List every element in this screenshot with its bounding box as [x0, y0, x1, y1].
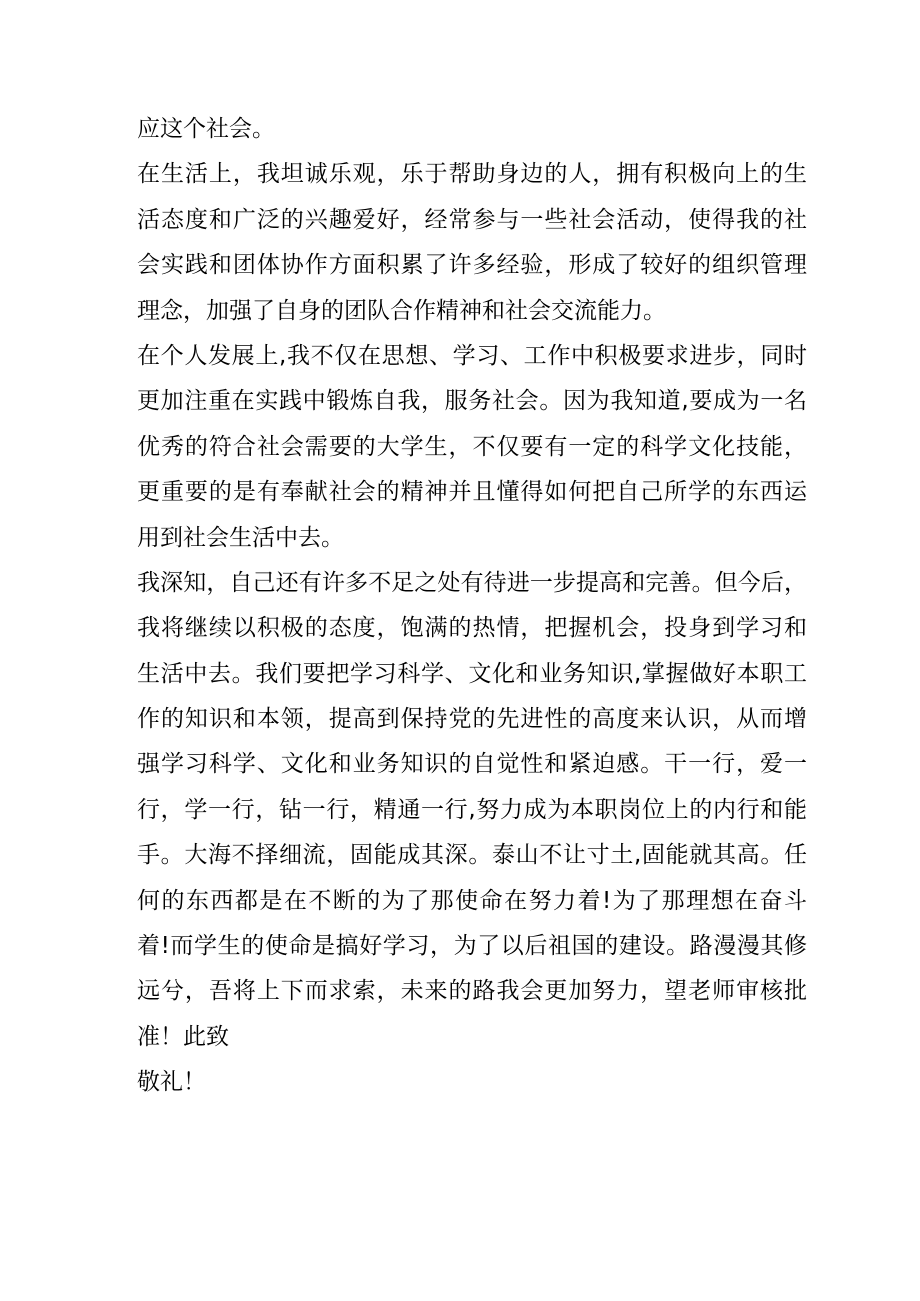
text-line: 何的东西都是在不断的为了那使命在努力着!为了那理想在奋斗 — [137, 887, 807, 914]
text-line: 用到社会生活中去。 — [137, 524, 344, 551]
text-line: 准！此致 — [137, 1023, 229, 1050]
text-line: 我深知，自己还有许多不足之处有待进一步提高和完善。但今后， — [137, 569, 807, 596]
closing-salutation: 敬礼！ — [137, 1069, 206, 1096]
text-line: 优秀的符合社会需要的大学生，不仅要有一定的科学文化技能， — [137, 433, 807, 460]
letter-body — [137, 107, 807, 1106]
text-line: 会实践和团体协作方面积累了许多经验，形成了较好的组织管理 — [137, 252, 807, 279]
text-line: 理念，加强了自身的团队合作精神和社会交流能力。 — [137, 297, 666, 324]
text-line: 在个人发展上,我不仅在思想、学习、工作中积极要求进步，同时 — [137, 342, 807, 369]
text-line: 活态度和广泛的兴趣爱好，经常参与一些社会活动，使得我的社 — [137, 206, 807, 233]
text-line: 更重要的是有奉献社会的精神并且懂得如何把自己所学的东西运 — [137, 479, 807, 506]
text-line: 强学习科学、文化和业务知识的自觉性和紧迫感。干一行，爱一 — [137, 751, 807, 778]
text-line: 手。大海不择细流，固能成其深。泰山不让寸土,固能就其高。任 — [137, 842, 807, 869]
text-line: 生活中去。我们要把学习科学、文化和业务知识,掌握做好本职工 — [137, 660, 807, 687]
text-line: 更加注重在实践中锻炼自我，服务社会。因为我知道,要成为一名 — [137, 388, 807, 415]
text-line: 应这个社会。 — [137, 116, 275, 142]
text-line: 远兮，吾将上下而求索，未来的路我会更加努力，望老师审核批 — [137, 978, 807, 1005]
text-line: 作的知识和本领，提高到保持党的先进性的高度来认识，从而增 — [137, 706, 807, 733]
text-line: 着!而学生的使命是搞好学习，为了以后祖国的建设。路漫漫其修 — [137, 933, 807, 960]
text-line: 行，学一行，钻一行，精通一行,努力成为本职岗位上的内行和能 — [137, 796, 807, 823]
text-line: 在生活上，我坦诚乐观，乐于帮助身边的人，拥有积极向上的生 — [137, 161, 807, 188]
text-line: 我将继续以积极的态度，饱满的热情，把握机会，投身到学习和 — [137, 615, 807, 642]
